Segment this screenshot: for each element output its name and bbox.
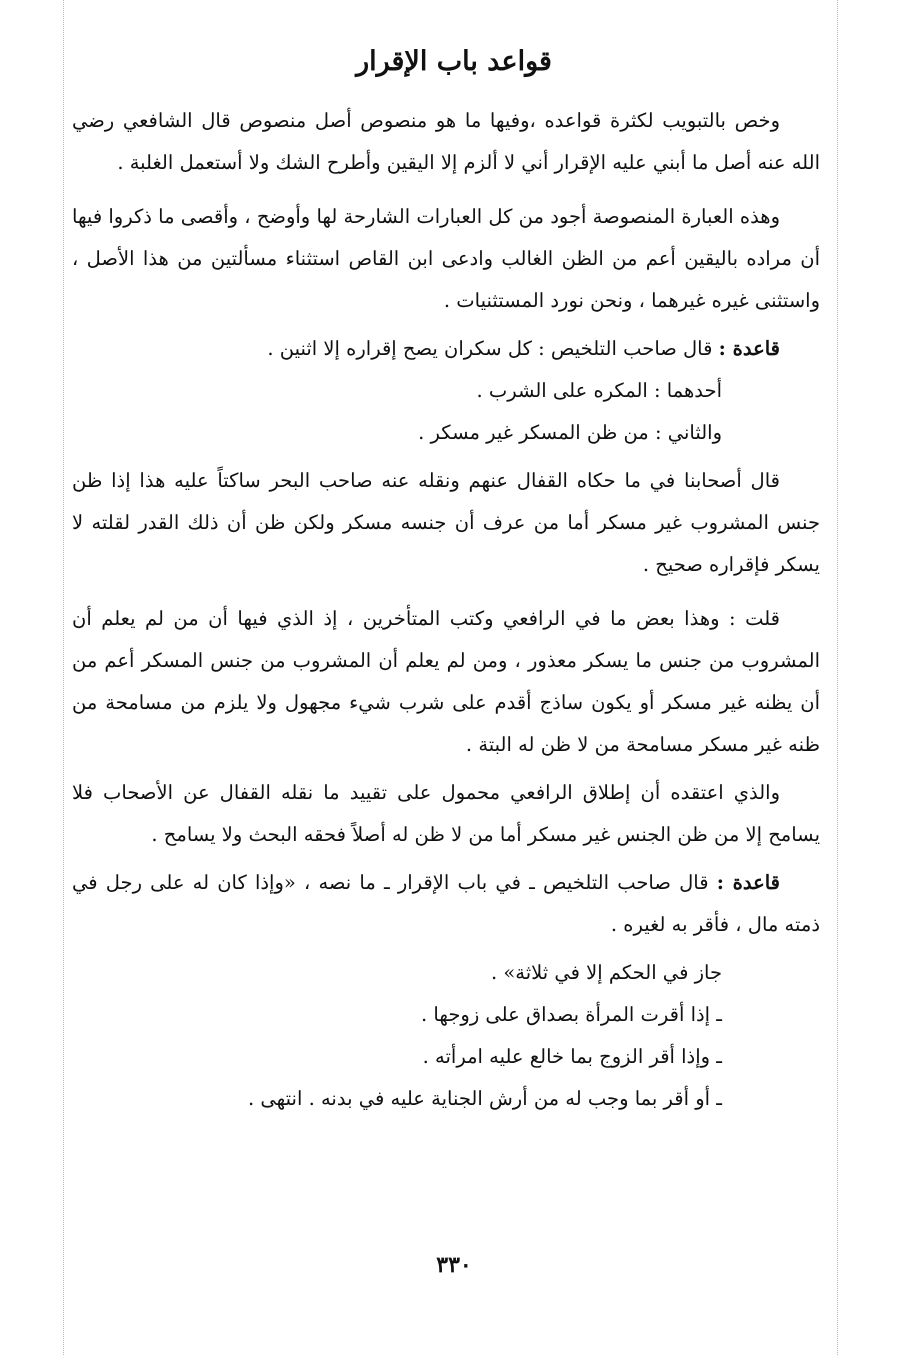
rule-two: [72, 862, 820, 946]
rule-one: [72, 328, 820, 370]
rule-one-label: قاعدة :: [718, 337, 780, 360]
rule-two-item-third: ـ أو أقر بما وجب له من أرش الجناية عليه في بدنه . انتهى .: [248, 1087, 722, 1110]
page-body: [72, 100, 820, 1120]
rule-two-text: قال صاحب التلخيص ـ في باب الإقرار ـ ما نصه ، «وإذا كان له على رجل في ذمته مال ، فأقر به لغيره .: [72, 871, 820, 936]
paragraph-author-comment: قلت : وهذا بعض ما في الرافعي وكتب المتأخرين ، إذ الذي فيها أن من لم يعلم أن المشروب من جنس ما يسكر معذور ، ومن لم يعلم أن المشروب من جنس المسكر أعم من أن يظنه غير مسكر أو يكون ساذج أقدم على شرب شيء مجهول ولا يلزم من مسامحة من ظنه غير مسكر مسامحة من لا ظن له البتة .: [72, 607, 820, 756]
page-number: ٣٣٠: [436, 1252, 472, 1278]
rule-one-item-first: أحدهما : المكره على الشرب .: [476, 379, 722, 402]
left-margin-rule: [63, 0, 64, 1355]
paragraph-intro: وخص بالتبويب لكثرة قواعده ،وفيها ما هو منصوص أصل منصوص قال الشافعي رضي الله عنه أصل ما أبني عليه الإقرار أني لا ألزم إلا اليقين وأطرح الشك ولا أستعمل الغلبة .: [72, 109, 820, 174]
paragraph-companions: قال أصحابنا في ما حكاه القفال عنهم ونقله عنه صاحب البحر ساكتاً عليه هذا إذا ظن جنس المشروب غير مسكر أما من عرف أن جنسه مسكر ولكن ظن أن ذلك القدر لقلته لا يسكر فإقراره صحيح .: [72, 469, 820, 576]
right-margin-rule: [837, 0, 838, 1355]
rule-one-text: قال صاحب التلخيص : كل سكران يصح إقراره إلا اثنين .: [267, 337, 719, 360]
paragraph-explanation: وهذه العبارة المنصوصة أجود من كل العبارات الشارحة لها وأوضح ، وأقصى ما ذكروا فيها أن مراده باليقين أعم من الظن الغالب وادعى ابن القاص استثناء مسألتين من هذا الأصل ، واستثنى غيره غيرهما ، ونحن نورد المستثنيات .: [72, 205, 820, 312]
paragraph-belief: والذي اعتقده أن إطلاق الرافعي محمول على تقييد ما نقله القفال عن الأصحاب فلا يسامح إلا من ظن الجنس غير مسكر أما من لا ظن له أصلاً فحقه البحث ولا يسامح .: [72, 781, 820, 846]
rule-two-item-second: ـ وإذا أقر الزوج بما خالع عليه امرأته .: [422, 1045, 722, 1068]
rule-two-item-first: ـ إذا أقرت المرأة بصداق على زوجها .: [421, 1003, 722, 1026]
rule-two-item-intro: جاز في الحكم إلا في ثلاثة» .: [490, 961, 722, 984]
rule-one-item-second: والثاني : من ظن المسكر غير مسكر .: [418, 421, 722, 444]
rule-two-label: قاعدة :: [716, 871, 780, 894]
page-title: قواعد باب الإقرار: [356, 46, 552, 77]
